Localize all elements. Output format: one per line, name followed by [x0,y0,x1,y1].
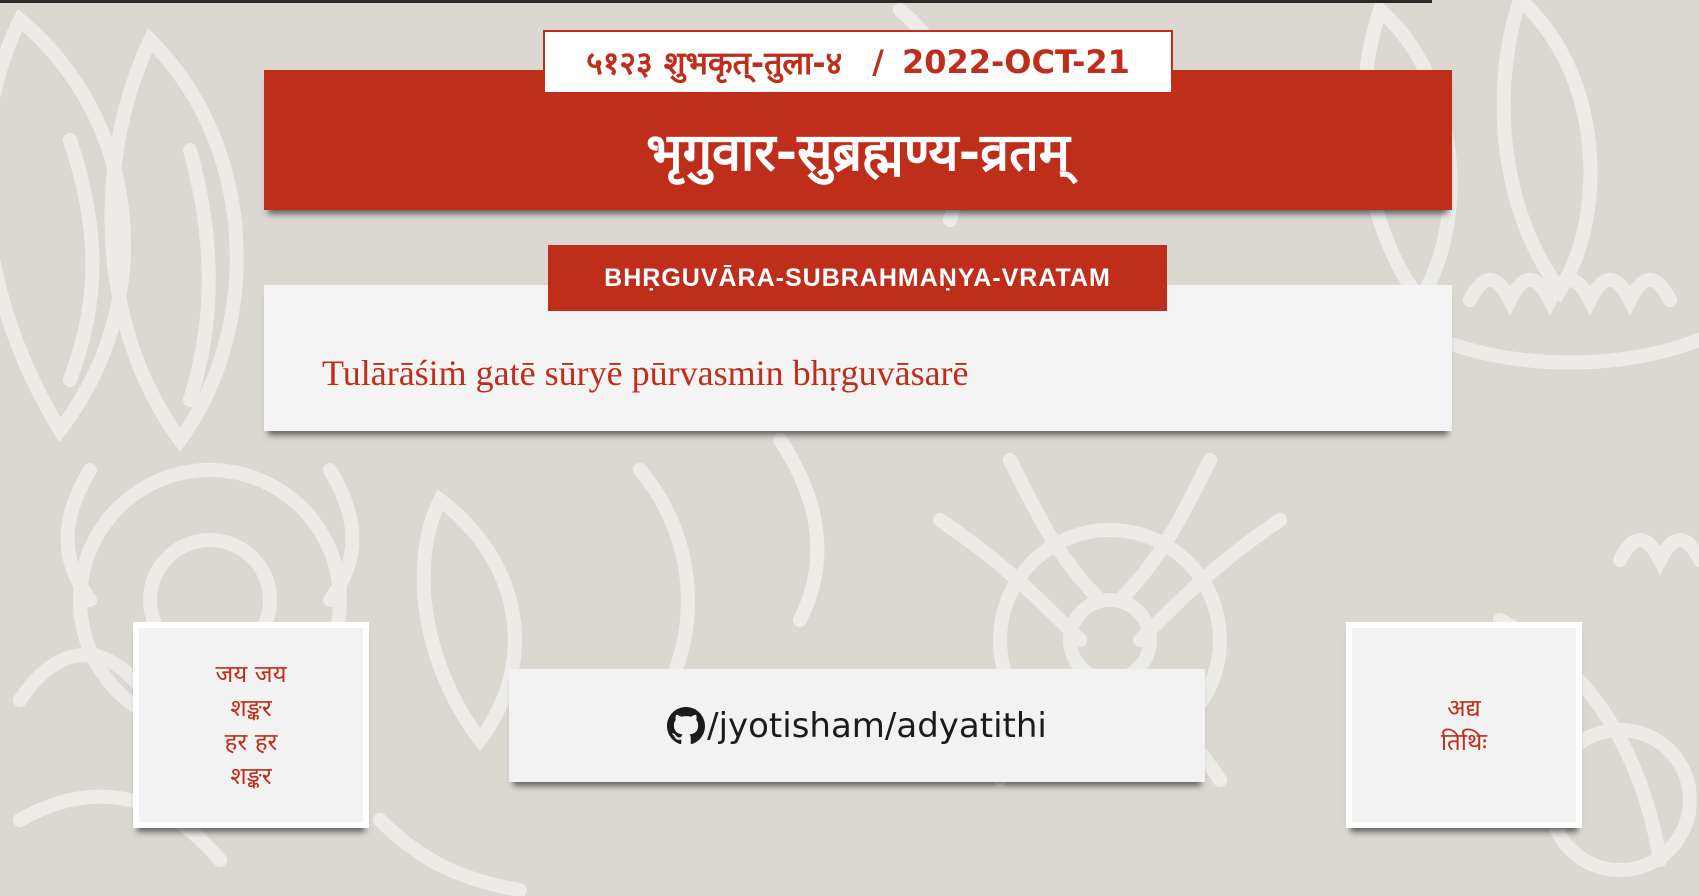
page-title: भृगुवार-सुब्रह्मण्य-व्रतम् [646,122,1070,183]
repo-path: /jyotisham/adyatithi [707,705,1047,746]
github-icon [667,707,705,745]
right-box-line: अद्य [1447,694,1481,722]
left-box-line: हर हर [224,728,278,756]
left-box-line: शङ्कर [230,762,272,790]
transliteration-tag: BHṚGUVĀRA-SUBRAHMAṆYA-VRATAM [548,245,1167,311]
date-native: ५१२३ शुभकृत्-तुला-४ [586,43,843,82]
date-separator: / [872,43,884,81]
right-info-box [1346,622,1582,828]
left-box-line: जय जय [215,660,287,688]
github-repo-link[interactable] [509,669,1205,782]
date-gregorian: 2022-OCT-21 [901,43,1130,81]
left-info-box [133,622,369,828]
date-tag [543,30,1173,94]
top-border-line [0,0,1432,3]
right-box-line: तिथिः [1440,728,1488,756]
left-box-line: शङ्कर [230,694,272,722]
verse-text: Tulārāśiṁ gatē sūryē pūrvasmin bhṛguvāsarē [322,353,969,393]
